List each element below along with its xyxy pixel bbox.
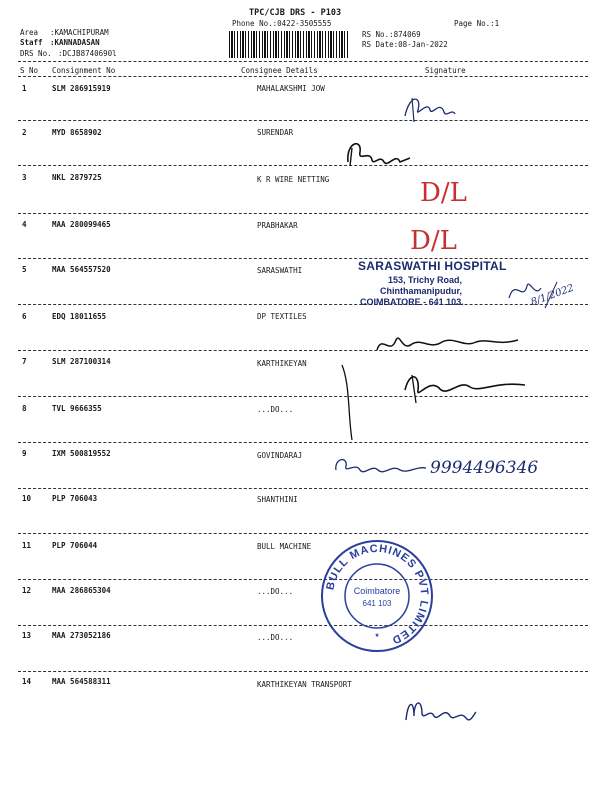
col-signature: Signature xyxy=(425,66,466,75)
row-consignment: SLM 287100314 xyxy=(52,357,111,366)
bull-stamp-center: Coimbatore xyxy=(353,586,401,596)
phone-number: Phone No.:0422-3505555 xyxy=(232,19,332,28)
row-consignment: MAA 280099465 xyxy=(52,220,111,229)
star-icon: ★ xyxy=(374,630,380,639)
row-consignee: DP TEXTILES xyxy=(257,312,307,321)
signature-9 xyxy=(330,452,430,482)
row-consignment: SLM 286915919 xyxy=(52,84,111,93)
row-sno: 3 xyxy=(22,173,27,182)
row-consignee: KARTHIKEYAN xyxy=(257,359,307,368)
row-consignment: MAA 286865304 xyxy=(52,586,111,595)
row-consignment: MYD 8658902 xyxy=(52,128,102,137)
row-divider xyxy=(18,120,588,121)
row-divider xyxy=(18,625,588,626)
row-divider xyxy=(18,488,588,489)
row-consignee: SURENDAR xyxy=(257,128,294,137)
row-consignee: ...DO... xyxy=(257,633,294,642)
row-consignee: PRABHAKAR xyxy=(257,221,298,230)
row-sno: 7 xyxy=(22,357,27,366)
row-sno: 10 xyxy=(22,494,32,503)
bull-machines-stamp xyxy=(318,537,436,655)
page-number: Page No.:1 xyxy=(454,19,500,28)
row-consignment: PLP 706043 xyxy=(52,494,98,503)
row-divider xyxy=(18,579,588,580)
dl-mark-row4: D/L xyxy=(410,226,457,256)
row-sno: 2 xyxy=(22,128,27,137)
row-consignee: BULL MACHINE xyxy=(257,542,312,551)
drs-value: :DCJB8740690l xyxy=(58,49,117,58)
row-sno: 13 xyxy=(22,631,32,640)
header-divider xyxy=(18,61,588,62)
hospital-stamp-locality: Chinthamanipudur, xyxy=(380,286,462,296)
row-consignee: GOVINDARAJ xyxy=(257,451,303,460)
signature-14 xyxy=(400,690,480,730)
hospital-stamp-name: SARASWATHI HOSPITAL xyxy=(358,259,507,273)
col-consignee: Consignee Details xyxy=(241,66,318,75)
area-value: :KAMACHIPURAM xyxy=(50,28,109,37)
rs-date: RS Date:08-Jan-2022 xyxy=(362,40,448,49)
row-consignment: EDQ 18011655 xyxy=(52,312,107,321)
row-consignment: NKL 2879725 xyxy=(52,173,102,182)
row-consignment: IXM 500819552 xyxy=(52,449,111,458)
row-consignment: MAA 273052186 xyxy=(52,631,111,640)
row-divider xyxy=(18,671,588,672)
document-title: TPC/CJB DRS - P103 xyxy=(249,8,342,18)
columns-divider xyxy=(18,76,588,77)
row-sno: 8 xyxy=(22,404,27,413)
staff-value: :KANNADASAN xyxy=(50,38,100,47)
row-consignment: MAA 564588311 xyxy=(52,677,111,686)
row-sno: 6 xyxy=(22,312,27,321)
row-sno: 1 xyxy=(22,84,27,93)
hospital-stamp-city: COIMBATORE - 641 103. xyxy=(360,297,464,307)
barcode xyxy=(229,31,350,58)
row-sno: 4 xyxy=(22,220,27,229)
bull-stamp-pin: 641 103 xyxy=(362,599,392,608)
row-consignee: SHANTHINI xyxy=(257,495,298,504)
row-divider xyxy=(18,533,588,534)
row-consignee: MAHALAKSHMI JOW xyxy=(257,84,325,93)
row-consignee: SARASWATHI xyxy=(257,266,303,275)
row-sno: 14 xyxy=(22,677,32,686)
rs-number: RS No.:874069 xyxy=(362,30,421,39)
area-label: Area xyxy=(20,28,39,37)
row-consignment: PLP 706044 xyxy=(52,541,98,550)
col-sno: S No xyxy=(20,66,39,75)
staff-label: Staff xyxy=(20,38,43,47)
row-sno: 12 xyxy=(22,586,32,595)
date-mark-row5: 8/1/2022 xyxy=(529,282,576,309)
drs-label: DRS No. xyxy=(20,49,52,58)
signature-7 xyxy=(330,355,530,445)
signature-2 xyxy=(340,132,415,177)
col-consignment: Consignment No xyxy=(52,66,116,75)
hospital-stamp-address: 153, Trichy Road, xyxy=(388,275,463,285)
row-consignee: K R WIRE NETTING xyxy=(257,175,330,184)
row-consignment: TVL 9666355 xyxy=(52,404,102,413)
row-consignee: ...DO... xyxy=(257,587,294,596)
row-consignee: KARTHIKEYAN TRANSPORT xyxy=(257,680,352,689)
row-divider xyxy=(18,165,588,166)
row-divider xyxy=(18,213,588,214)
row-sno: 5 xyxy=(22,265,27,274)
dl-mark-row3: D/L xyxy=(420,178,467,208)
bull-stamp-ring-text: BULL MACHINES PVT LIMITED xyxy=(324,542,431,647)
row-consignment: MAA 564557520 xyxy=(52,265,111,274)
phone-mark-row9: 9994496346 xyxy=(430,458,539,478)
row-sno: 11 xyxy=(22,541,32,550)
row-sno: 9 xyxy=(22,449,27,458)
signature-1 xyxy=(400,88,460,128)
row-consignee: ...DO... xyxy=(257,405,294,414)
